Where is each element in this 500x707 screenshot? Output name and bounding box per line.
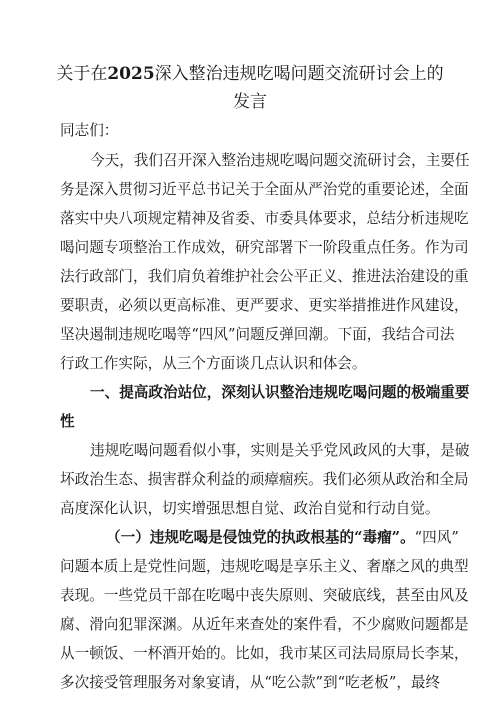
- paragraph-line: 高度深化认识，切实增强思想自觉、政治自觉和行动自觉。: [60, 500, 440, 517]
- document-title-line2: 发言: [233, 92, 267, 112]
- paragraph-line: 腐、滑向犯罪深渊。从近年来查处的案件看，不少腐败问题都是: [60, 616, 469, 633]
- paragraph-line: 表现。一些党员干部在吃喝中丧失原则、突破底线，甚至由风及: [60, 587, 469, 604]
- paragraph-line: 坏政治生态、损害群众利益的顽瘴痼疾。我们必须从政治和全局: [60, 471, 469, 488]
- paragraph-line: 务是深入贯彻习近平总书记关于全面从严治党的重要论述，全面: [60, 181, 469, 198]
- paragraph-line: 法行政部门，我们肩负着维护社会公平正义、推进法治建设的重: [60, 268, 469, 285]
- paragraph-line: 坚决遏制违规吃喝等“四风”问题反弹回潮。下面，我结合司法: [60, 326, 455, 343]
- paragraph-line: 违规吃喝问题看似小事，实则是关乎党风政风的大事，是破: [90, 442, 470, 459]
- subsection-line: [106, 529, 459, 547]
- title-year: 2025: [107, 64, 155, 84]
- paragraph-line: 落实中央八项规定精神及省委、市委具体要求，总结分析违规吃: [60, 210, 469, 227]
- paragraph-line: 喝问题专项整治工作成效，研究部署下一阶段重点任务。作为司: [60, 239, 469, 256]
- subsection-lead: “四风”: [414, 529, 459, 546]
- paragraph-line: 多次接受管理服务对象宴请，从“吃公款”到“吃老板”，最终: [60, 674, 441, 691]
- section-heading: 一、提高政治站位，深刻认识整治违规吃喝问题的极端重要: [90, 384, 470, 401]
- title-rest: 深入整治违规吃喝问题交流研讨会上的: [154, 64, 444, 84]
- paragraph-line: 今天，我们召开深入整治违规吃喝问题交流研讨会，主要任: [90, 152, 470, 169]
- document-title: [40, 64, 460, 84]
- paragraph-line: 问题本质上是党性问题，违规吃喝是享乐主义、奢靡之风的典型: [60, 558, 469, 575]
- salutation: 同志们：: [60, 122, 119, 139]
- title-prefix: 关于在: [56, 64, 108, 84]
- section-heading-cont: 性: [60, 413, 75, 430]
- subsection-heading: （一）违规吃喝是侵蚀党的执政根基的“毒瘤”。: [106, 529, 415, 546]
- paragraph-line: 行政工作实际，从三个方面谈几点认识和体会。: [60, 355, 367, 372]
- paragraph-line: 要职责，必须以更高标准、更严要求、更实举措推进作风建设，: [60, 297, 469, 314]
- paragraph-line: 从一顿饭、一杯酒开始的。比如，我市某区司法局原局长李某，: [60, 645, 469, 662]
